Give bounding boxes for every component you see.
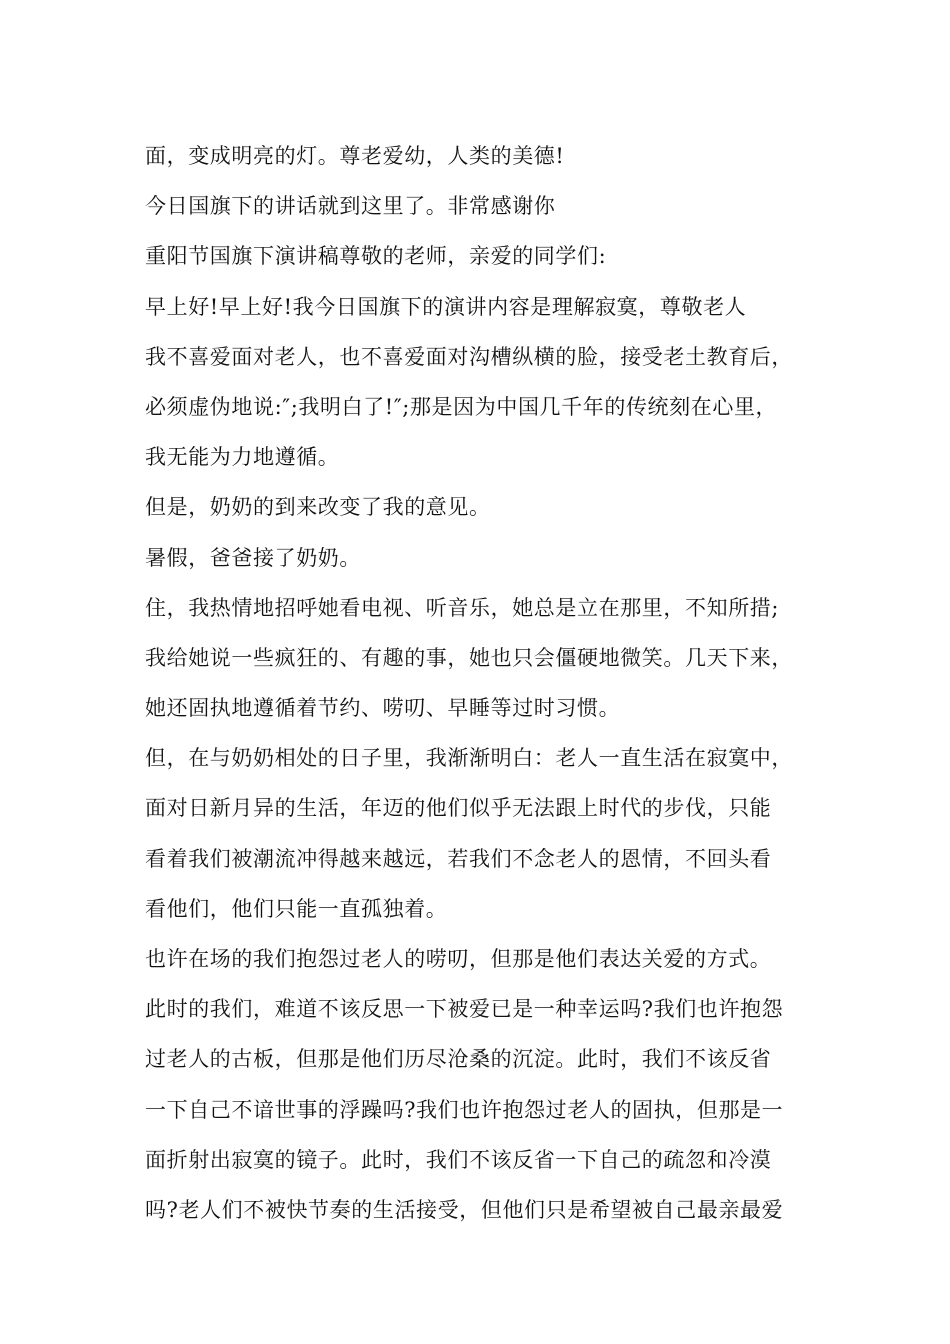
text-line: 她还固执地遵循着节约、唠叨、早睡等过时习惯。 (145, 696, 621, 721)
text-line: 今日国旗下的讲话就到这里了。非常感谢你 (145, 194, 556, 219)
text-line: 但，在与奶奶相处的日子里，我渐渐明白：老人一直生活在寂寞中， (145, 746, 793, 771)
text-line: 面折射出寂寞的镜子。此时，我们不该反省一下自己的疏忽和冷漠 (145, 1147, 772, 1172)
text-line: 吗?老人们不被快节奏的生活接受，但他们只是希望被自己最亲最爱 (145, 1197, 784, 1222)
document-body (145, 131, 835, 1235)
text-line: 住，我热情地招呼她看电视、听音乐，她总是立在那里，不知所措; (145, 595, 780, 620)
text-line: 看着我们被潮流冲得越来越远，若我们不念老人的恩情，不回头看 (145, 846, 772, 871)
text-line: 我无能为力地遵循。 (145, 445, 340, 470)
text-line: 重阳节国旗下演讲稿尊敬的老师，亲爱的同学们: (145, 244, 607, 269)
text-line: 面对日新月异的生活，年迈的他们似乎无法跟上时代的步伐，只能 (145, 796, 772, 821)
text-line: 暑假，爸爸接了奶奶。 (145, 545, 361, 570)
text-line: 看他们，他们只能一直孤独着。 (145, 896, 448, 921)
text-line: 此时的我们，难道不该反思一下被爱已是一种幸运吗?我们也许抱怨 (145, 997, 784, 1022)
text-line: 面，变成明亮的灯。尊老爱幼，人类的美德! (145, 144, 565, 168)
text-line: 一下自己不谙世事的浮躁吗?我们也许抱怨过老人的固执，但那是一 (145, 1097, 784, 1122)
text-line: 也许在场的我们抱怨过老人的唠叨，但那是他们表达关爱的方式。 (145, 947, 772, 971)
text-line: 过老人的古板，但那是他们历尽沧桑的沉淀。此时，我们不该反省 (145, 1047, 772, 1072)
text-line: 但是，奶奶的到来改变了我的意见。 (145, 495, 491, 520)
text-line: 必须虚伪地说:″;我明白了!″;那是因为中国几千年的传统刻在心里， (145, 394, 778, 419)
text-line: 我给她说一些疯狂的、有趣的事，她也只会僵硬地微笑。几天下来， (145, 645, 793, 670)
text-line: 我不喜爱面对老人，也不喜爱面对沟槽纵横的脸，接受老土教育后， (145, 344, 793, 369)
text-line: 早上好!早上好!我今日国旗下的演讲内容是理解寂寞，尊敬老人 (145, 294, 747, 319)
